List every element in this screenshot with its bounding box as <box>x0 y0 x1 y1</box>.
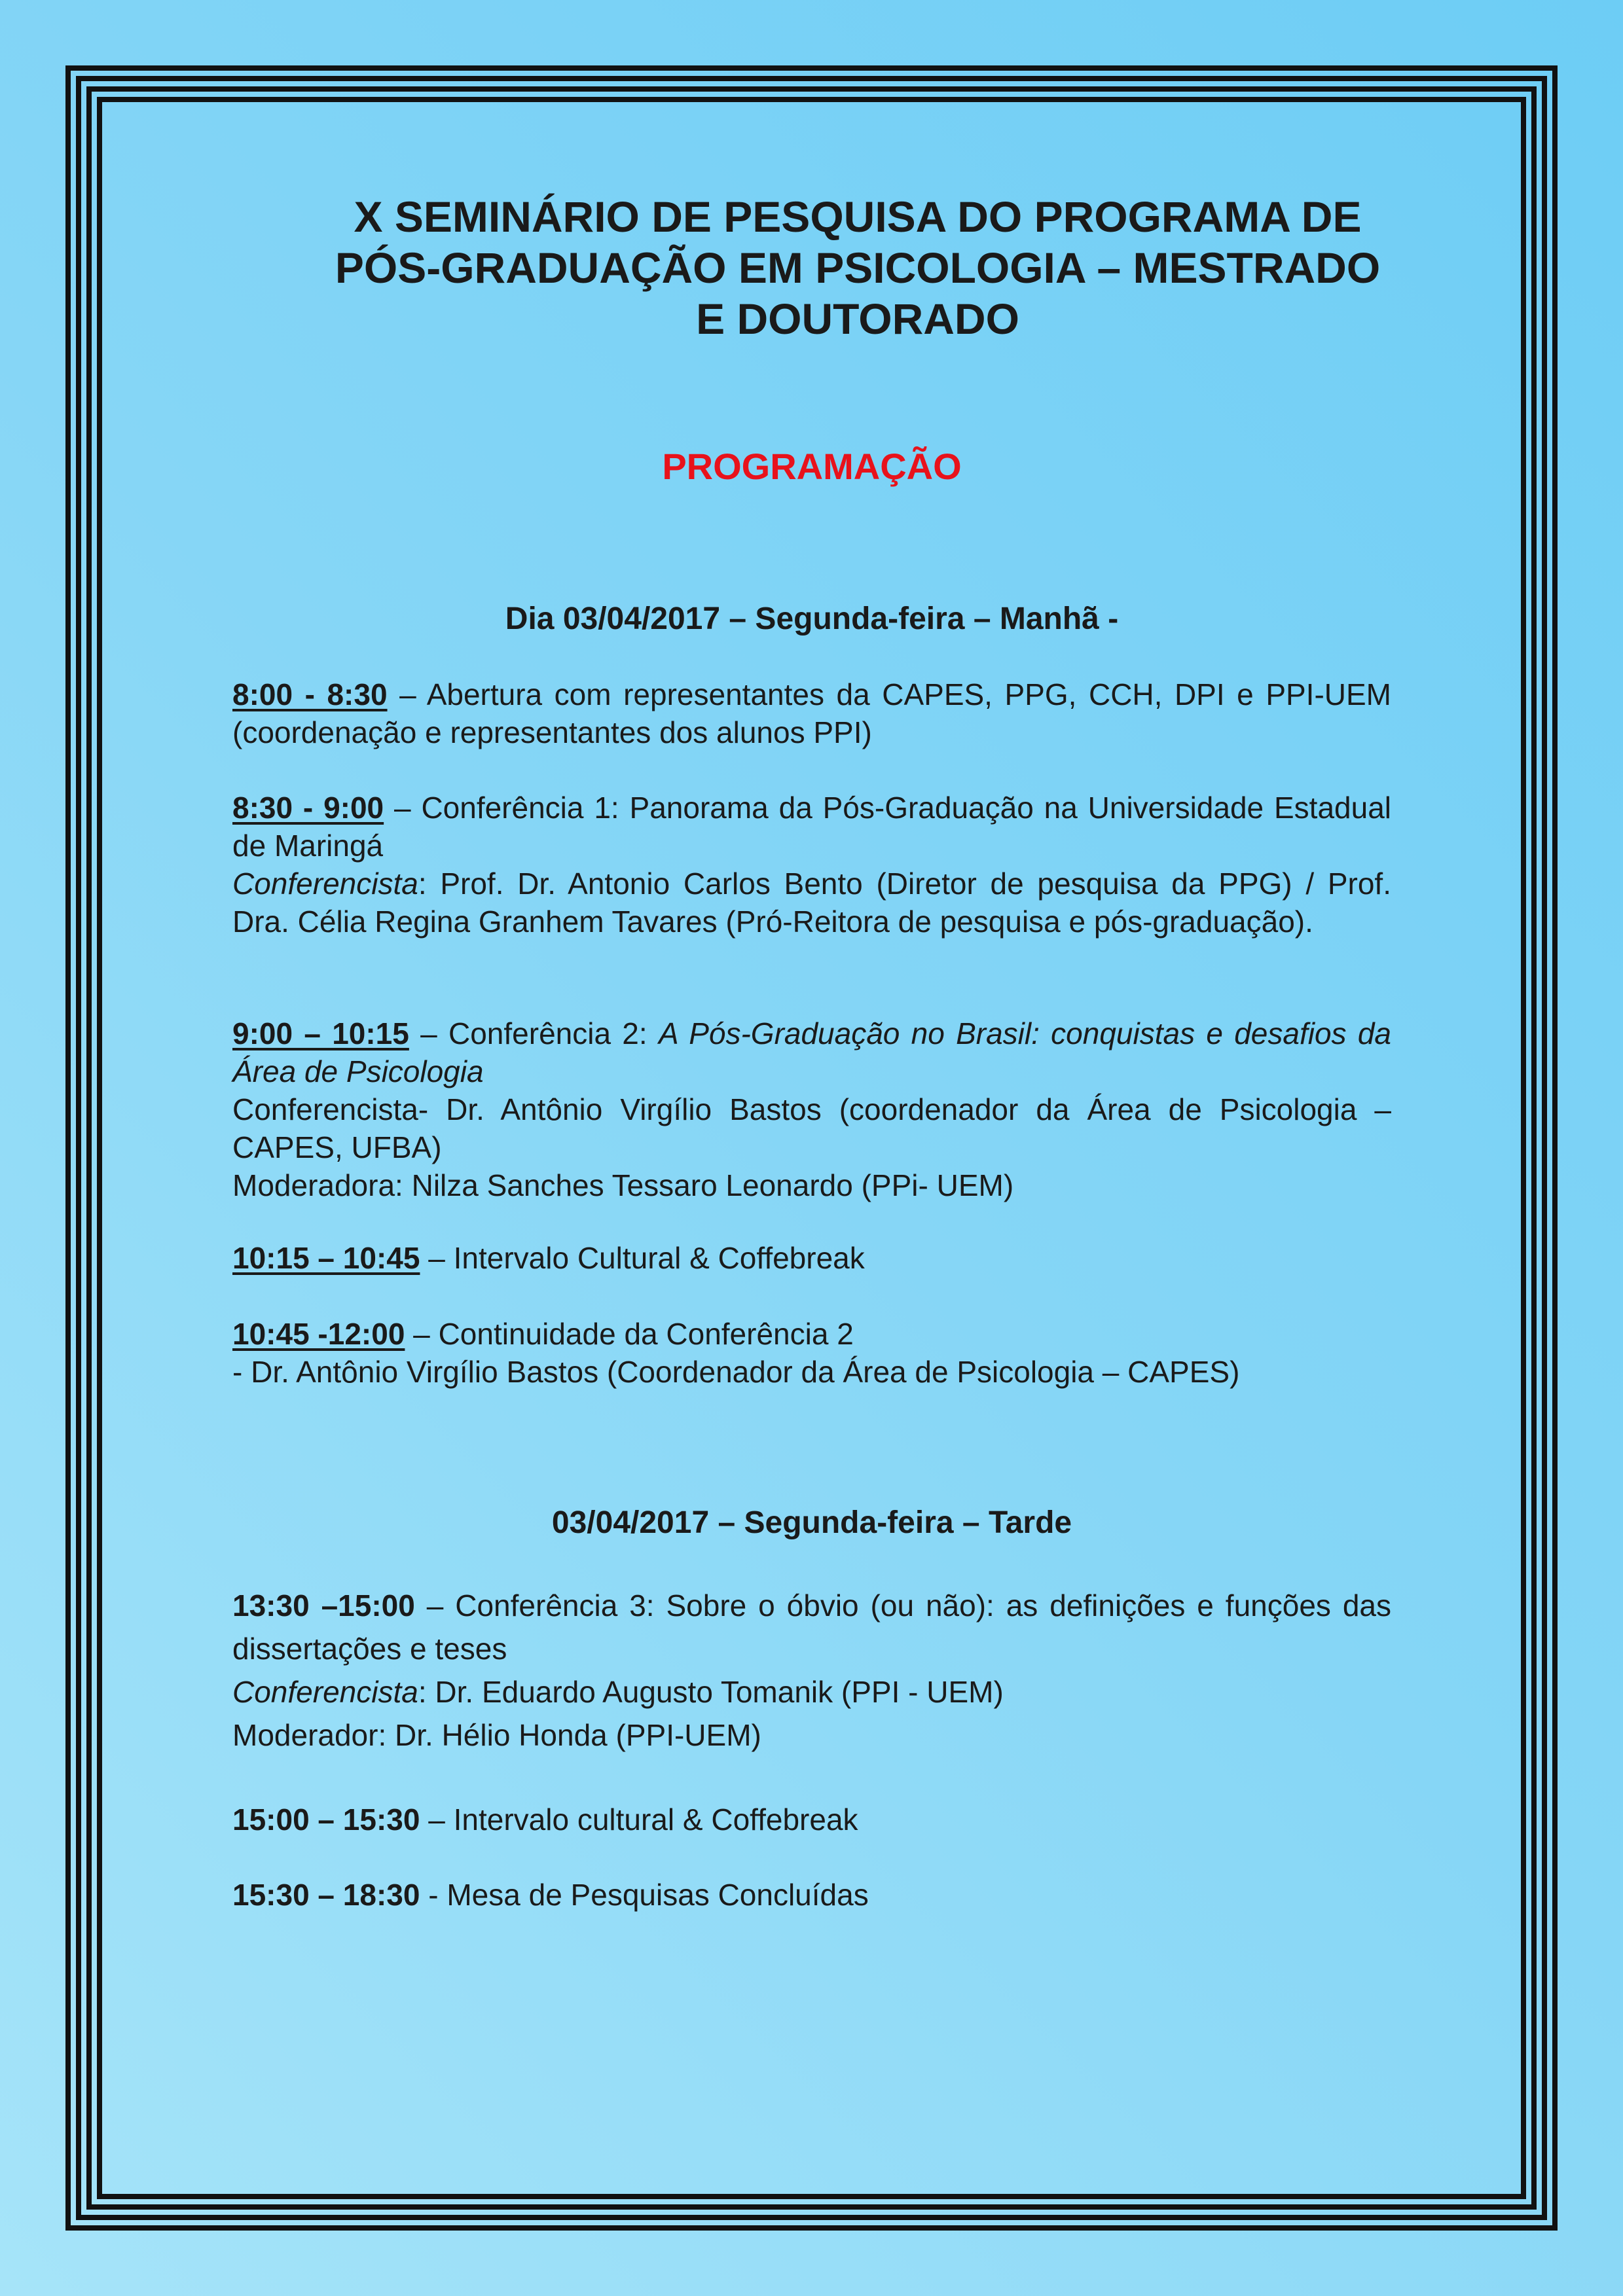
time-label: 8:30 - 9:00 <box>232 791 384 825</box>
role-text: : Prof. Dr. Antonio Carlos Bento (Diretor de pesquisa da PPG) / Prof. Dra. Célia Regina Granhem Tavares (Pró-Reitora de pesquisa e pós-graduação). <box>232 867 1391 939</box>
item-text: Intervalo Cultural & Coffebreak <box>453 1241 865 1275</box>
separator: – <box>409 1016 448 1050</box>
item-text-italic: A Pós-Graduação no Brasil: conquistas e desafios da Área de Psicologia <box>232 1016 1391 1088</box>
moderator-line: Moderadora: Nilza Sanches Tessaro Leonardo (PPi- UEM) <box>232 1168 1014 1202</box>
speaker-line: - Dr. Antônio Virgílio Bastos (Coordenador da Área de Psicologia – CAPES) <box>232 1355 1240 1389</box>
schedule-item-1500 <box>232 1801 1391 1839</box>
time-label: 10:45 -12:00 <box>232 1317 405 1351</box>
time-label: 10:15 – 10:45 <box>232 1241 420 1275</box>
separator: – <box>414 1588 456 1623</box>
schedule-item-0800 <box>232 675 1391 751</box>
time-label: 15:00 – 15:30 <box>232 1803 420 1837</box>
role-text: : Dr. Eduardo Augusto Tomanik (PPI - UEM) <box>418 1675 1004 1709</box>
item-text: Continuidade da Conferência 2 <box>438 1317 854 1351</box>
item-text: Conferência 1: Panorama da Pós-Graduação na Universidade Estadual de Maringá <box>232 791 1391 863</box>
time-label: 9:00 – 10:15 <box>232 1016 409 1050</box>
page-title <box>262 191 1453 344</box>
day1-heading: Dia 03/04/2017 – Segunda-feira – Manhã - <box>505 601 1119 636</box>
schedule-item-1330 <box>232 1584 1391 1757</box>
day2-heading: 03/04/2017 – Segunda-feira – Tarde <box>551 1505 1072 1540</box>
item-text: Intervalo cultural & Coffebreak <box>453 1803 858 1837</box>
role-label: Conferencista <box>232 867 418 901</box>
moderator-line: Moderador: Dr. Hélio Honda (PPI-UEM) <box>232 1718 761 1752</box>
title-line-3: E DOUTORADO <box>696 295 1019 343</box>
separator: – <box>420 1803 454 1837</box>
item-text: Conferência 3: Sobre o óbvio (ou não): as definições e funções das dissertações e teses <box>232 1588 1391 1666</box>
role-label: Conferencista <box>232 1675 418 1709</box>
schedule-item-0900 <box>232 1014 1391 1204</box>
item-text: Abertura com representantes da CAPES, PPG, CCH, DPI e PPI-UEM (coordenação e representantes dos alunos PPI) <box>232 677 1391 749</box>
title-line-1: X SEMINÁRIO DE PESQUISA DO PROGRAMA DE <box>354 192 1362 241</box>
schedule-item-1530 <box>232 1876 1391 1914</box>
time-label: 15:30 – 18:30 <box>232 1878 420 1912</box>
time-label: 13:30 –15:00 <box>232 1588 415 1623</box>
separator: – <box>387 677 427 711</box>
time-label: 8:00 - 8:30 <box>232 677 388 711</box>
title-line-2: PÓS-GRADUAÇÃO EM PSICOLOGIA – MESTRADO <box>335 243 1381 292</box>
separator: – <box>420 1241 454 1275</box>
item-text: Mesa de Pesquisas Concluídas <box>447 1878 869 1912</box>
separator: - <box>420 1878 447 1912</box>
schedule-item-1045 <box>232 1315 1391 1391</box>
schedule-item-0830 <box>232 789 1391 941</box>
separator: – <box>384 791 422 825</box>
programacao-heading: PROGRAMAÇÃO <box>662 446 962 487</box>
schedule-item-1015 <box>232 1239 1391 1277</box>
speaker-line <box>232 865 1391 941</box>
item-text: Conferência 2: <box>448 1016 659 1050</box>
speaker-line: Conferencista- Dr. Antônio Virgílio Bastos (coordenador da Área de Psicologia – CAPES, UFBA) <box>232 1092 1391 1164</box>
separator: – <box>405 1317 439 1351</box>
speaker-line <box>232 1670 1391 1713</box>
